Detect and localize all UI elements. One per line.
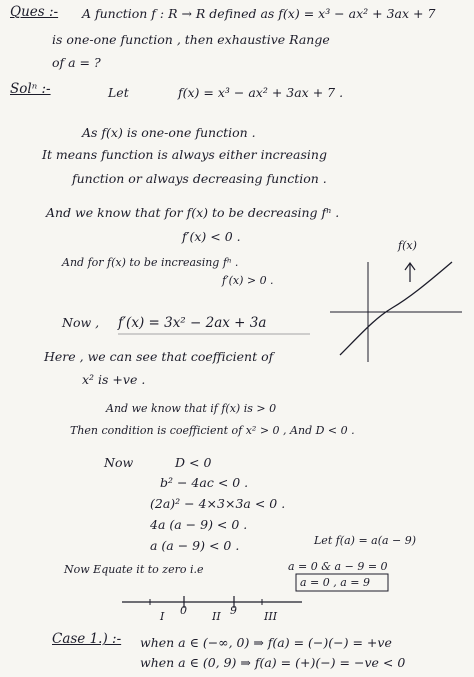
statement-one-one: As f(x) is one-one function .	[82, 125, 256, 140]
statement-positive: x² is +ve .	[82, 372, 146, 387]
function-definition: f(x) = x³ − ax² + 3ax + 7 .	[178, 85, 344, 100]
roots: a = 0 & a − 9 = 0	[288, 560, 388, 573]
derivative: f′(x) = 3x² − 2ax + 3a	[118, 315, 267, 331]
statement-condition: And we know that if f(x) is > 0	[106, 402, 277, 415]
discriminant-step-4: 4a (a − 9) < 0 .	[150, 517, 248, 532]
case-1-label: Case 1.) :-	[52, 631, 122, 647]
case-1-line-1: when a ∈ (−∞, 0) ⇒ f(a) = (−)(−) = +ve	[140, 635, 392, 650]
discriminant-step-5: a (a − 9) < 0 .	[150, 538, 240, 553]
now-label-2: Now	[104, 455, 134, 470]
discriminant-step-3: (2a)² − 4×3×3a < 0 .	[150, 496, 286, 511]
discriminant-step-1: D < 0	[175, 455, 212, 470]
graph-label: f(x)	[398, 239, 417, 252]
statement-monotonic-2: function or always decreasing function .	[72, 171, 327, 186]
tick-9-label: 9	[230, 604, 237, 617]
question-line-1: A function f : R → R defined as f(x) = x³ − ax² + 3ax + 7	[82, 6, 436, 21]
statement-coefficient: Here , we can see that coefficient of	[44, 349, 274, 364]
statement-monotonic-1: It means function is always either increasing	[42, 147, 327, 162]
equate-zero: Now Equate it to zero i.e	[64, 563, 204, 576]
tick-0-label: 0	[180, 604, 187, 617]
boxed-roots: a = 0 , a = 9	[300, 576, 371, 589]
now-label: Now ,	[62, 315, 100, 330]
condition-increasing: f′(x) > 0 .	[222, 274, 274, 287]
region-1-label: I	[160, 610, 165, 623]
region-2-label: II	[212, 610, 221, 623]
question-label: Ques :-	[10, 4, 59, 20]
case-1-line-2: when a ∈ (0, 9) ⇒ f(a) = (+)(−) = −ve < 0	[140, 655, 406, 670]
discriminant-step-2: b² − 4ac < 0 .	[160, 475, 249, 490]
statement-decreasing: And we know that for f(x) to be decreasing fⁿ .	[46, 205, 340, 220]
solution-label: Solⁿ :-	[10, 81, 51, 97]
let-word: Let	[108, 85, 129, 100]
question-line-3: of a = ?	[52, 55, 101, 70]
let-f-a: Let f(a) = a(a − 9)	[314, 534, 417, 547]
statement-increasing: And for f(x) to be increasing fⁿ .	[62, 256, 239, 269]
roots-box	[296, 574, 388, 591]
statement-condition-2: Then condition is coefficient of x² > 0 , And D < 0 .	[70, 424, 355, 437]
condition-decreasing: f′(x) < 0 .	[182, 229, 241, 244]
graph-curve	[340, 262, 452, 355]
region-3-label: III	[264, 610, 278, 623]
question-line-2: is one-one function , then exhaustive Range	[52, 32, 330, 47]
